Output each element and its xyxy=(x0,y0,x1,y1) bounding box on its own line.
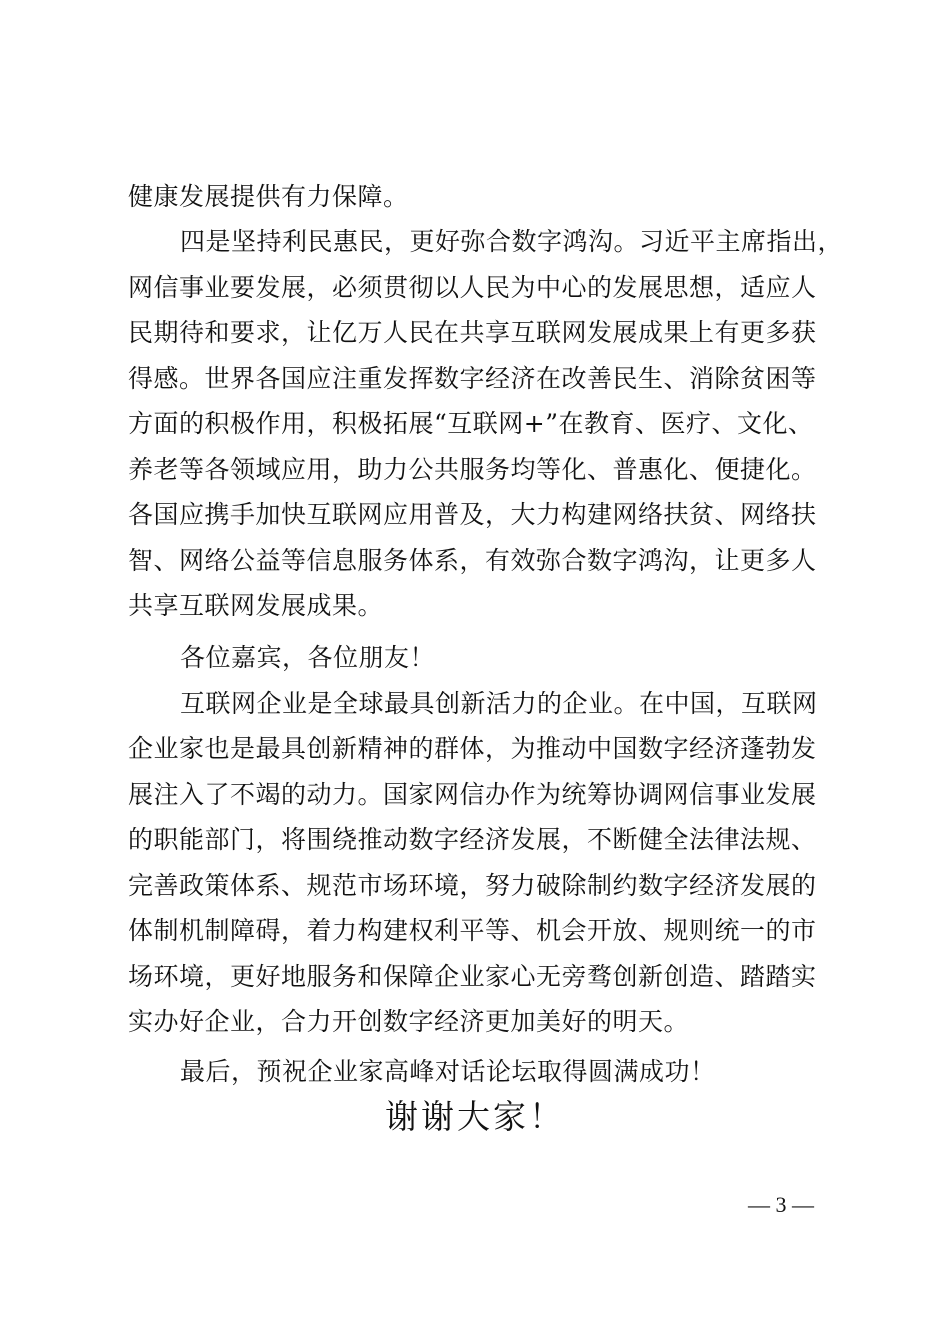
body-line: 方面的积极作用，积极拓展“互联网+”在教育、医疗、文化、 xyxy=(128,409,814,438)
body-line: 网信事业要发展，必须贯彻以人民为中心的发展思想，适应人 xyxy=(128,273,817,302)
page-number: — 3 — xyxy=(748,1192,814,1217)
body-line: 四是坚持利民惠民，更好弥合数字鸿沟。习近平主席指出， xyxy=(180,227,844,256)
closing-remark: 谢谢大家！ xyxy=(385,1097,565,1136)
body-line: 互联网企业是全球最具创新活力的企业。在中国，互联网 xyxy=(180,689,818,718)
body-line: 智、网络公益等信息服务体系，有效弥合数字鸿沟，让更多人 xyxy=(128,546,817,575)
body-line: 展注入了不竭的动力。国家网信办作为统筹协调网信事业发展 xyxy=(128,780,817,809)
body-line: 的职能部门，将围绕推动数字经济发展，不断健全法律法规、 xyxy=(128,825,817,854)
body-line: 体制机制障碍，着力构建权利平等、机会开放、规则统一的市 xyxy=(128,916,817,945)
body-line: 得感。世界各国应注重发挥数字经济在改善民生、消除贫困等 xyxy=(128,364,817,393)
body-line: 各国应携手加快互联网应用普及，大力构建网络扶贫、网络扶 xyxy=(128,500,817,529)
body-line: 健康发展提供有力保障。 xyxy=(128,182,409,211)
body-line: 场环境，更好地服务和保障企业家心无旁骛创新创造、踏踏实 xyxy=(128,962,817,991)
body-line: 民期待和要求，让亿万人民在共享互联网发展成果上有更多获 xyxy=(128,318,817,347)
body-line: 完善政策体系、规范市场环境，努力破除制约数字经济发展的 xyxy=(128,871,817,900)
body-line: 实办好企业，合力开创数字经济更加美好的明天。 xyxy=(128,1007,690,1036)
body-line: 最后，预祝企业家高峰对话论坛取得圆满成功！ xyxy=(180,1057,716,1086)
body-line: 企业家也是最具创新精神的群体，为推动中国数字经济蓬勃发 xyxy=(128,734,817,763)
body-line: 养老等各领域应用，助力公共服务均等化、普惠化、便捷化。 xyxy=(128,455,817,484)
body-line: 共享互联网发展成果。 xyxy=(128,591,384,620)
greeting-line: 各位嘉宾，各位朋友！ xyxy=(180,643,436,672)
